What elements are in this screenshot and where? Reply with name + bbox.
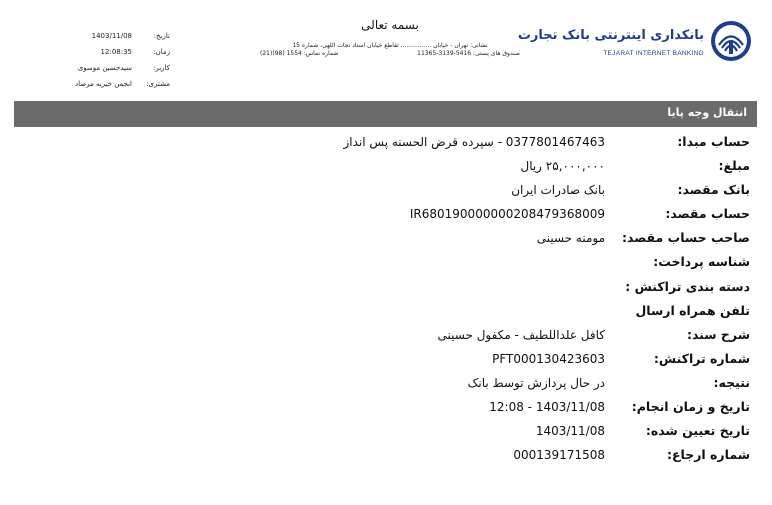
row-label: بانک مقصد: [677,182,750,198]
row-reference-number [0,444,772,468]
section-bar [14,101,757,127]
row-label: تاریخ تعیین شده: [645,423,750,439]
row-value: مومنه حسینی [536,231,605,246]
meta-customer-label: مشتری: [146,80,170,88]
row-value: IR680190000000208479368009 [409,207,605,222]
row-value: 000139171508 [513,448,605,463]
row-label: تلفن همراه ارسال [635,302,750,318]
details-list [0,131,772,468]
bismillah-text: بسمه تعالی [361,18,419,32]
row-label: صاحب حساب مقصد: [622,230,750,246]
row-amount [0,155,772,179]
row-value: 1403/11/08 - 12:08 [489,400,605,415]
row-value: 0377801467463 - سپرده قرض الحسنه پس انداز [343,135,605,149]
logo-title: بانکداری اینترنتی بانک تجارت [517,28,704,43]
section-title: انتقال وجه پایا [667,106,747,119]
row-value: 1403/11/08 [535,424,605,439]
row-value: در حال پردازش توسط بانک [467,375,605,390]
meta-user-label: کاربر: [152,64,170,72]
meta-date [30,28,170,44]
row-label: شناسه پرداخت: [653,254,750,270]
row-value: PFT000130423603 [492,351,605,366]
tejarat-bank-emblem-icon [710,20,752,62]
row-payment-id [0,251,772,275]
meta-user-value: سیدحسین موسوی [77,64,132,72]
row-label: نتیجه: [713,374,750,390]
meta-time-value: 12:08:35 [100,48,132,56]
row-label: تاریخ و زمان انجام: [631,399,750,415]
row-label: دسته بندی تراکنش : [625,278,750,294]
center-heading [260,18,520,58]
row-description [0,324,772,348]
row-destination-account [0,203,772,227]
row-value: کافل علداللطیف - مکفول حسینی [437,327,605,342]
meta-time-label: زمان: [153,48,170,56]
row-label: شرح سند: [686,326,750,342]
row-label: حساب مقصد: [665,206,750,222]
bank-logo [517,20,752,66]
row-label: شماره ارجاع: [666,447,750,463]
row-execution-datetime [0,396,772,420]
meta-time [30,44,170,60]
address-line: نشانی: تهران - خیابان ...............، تقاطع خیابان استاد نجات اللهی، شماره 15 [292,42,488,49]
meta-date-value: 1403/11/08 [91,32,132,40]
row-label: مبلغ: [718,158,750,174]
meta-block [30,28,170,92]
meta-user [30,60,170,76]
phone-text: شماره تماس: 1554 (98)(21) [260,50,339,57]
receipt-header [0,0,772,100]
meta-date-label: تاریخ: [153,32,170,40]
row-sender-mobile [0,300,772,324]
row-destination-owner [0,227,772,251]
row-value: ۲۵,۰۰۰,۰۰۰ ریال [520,159,605,174]
meta-customer-value: انجمن خیریه مرصاد [74,80,132,88]
row-label: شماره تراکنش: [653,350,750,366]
logo-subtitle: TEJARAT INTERNET BANKING [603,50,704,57]
row-source-account [0,131,772,155]
postal-text: صندوق های پستی: 5416-3139-11365 [417,50,520,57]
contact-row [260,50,520,58]
meta-customer [30,76,170,92]
row-scheduled-date [0,420,772,444]
row-value: بانک صادرات ایران [511,183,605,198]
row-destination-bank [0,179,772,203]
row-label: حساب مبدا: [677,134,750,149]
row-transaction-category [0,276,772,300]
row-result [0,372,772,396]
row-transaction-number [0,348,772,372]
